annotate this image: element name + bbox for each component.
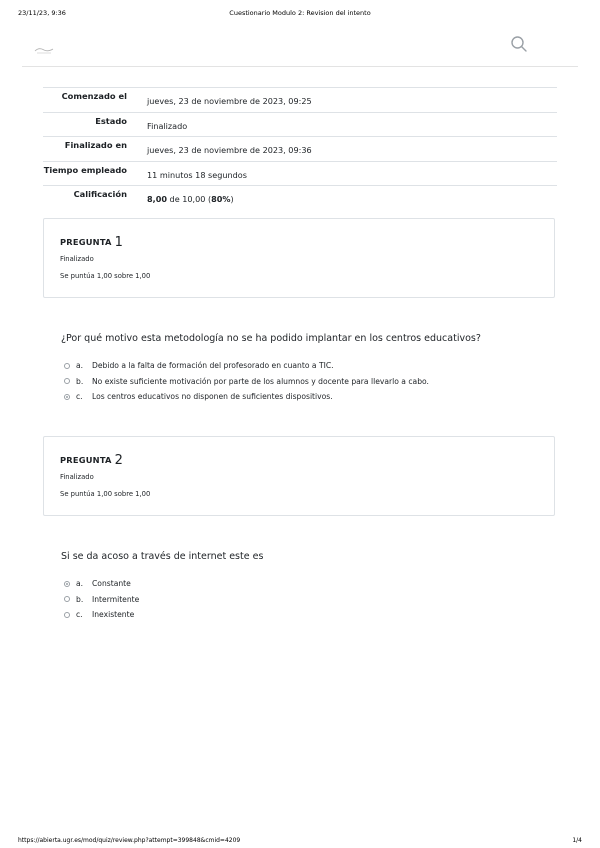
radio-checked-icon[interactable] (64, 394, 70, 400)
answer-option[interactable] (64, 358, 429, 374)
answer-list-1 (64, 358, 429, 405)
question-text-2: Si se da acoso a través de internet este es (61, 551, 264, 562)
topbar-divider (22, 66, 578, 67)
summary-label: Tiempo empleado (43, 161, 137, 186)
question-label: PREGUNTA (60, 455, 112, 465)
summary-label: Calificación (43, 186, 137, 211)
question-info-card-2 (43, 436, 555, 516)
answer-text: Debido a la falta de formación del profesorado en cuanto a TIC. (92, 361, 334, 371)
radio-icon[interactable] (64, 596, 70, 602)
answer-text: Los centros educativos no disponen de suficientes dispositivos. (92, 392, 333, 402)
attempt-summary-table (43, 87, 557, 210)
summary-label: Estado (43, 112, 137, 137)
question-label: PREGUNTA (60, 237, 112, 247)
site-logo[interactable] (33, 40, 55, 52)
question-heading (60, 234, 123, 249)
grade-end: ) (230, 194, 234, 204)
question-state: Finalizado (60, 473, 94, 481)
answer-text: Inexistente (92, 610, 135, 620)
answer-option[interactable] (64, 607, 139, 623)
question-number: 1 (114, 235, 124, 250)
print-datetime: 23/11/23, 9:36 (18, 9, 66, 17)
answer-text: No existe suficiente motivación por parte de los alumnos y docente para llevarlo a cabo. (92, 376, 429, 386)
answer-option[interactable] (64, 374, 429, 390)
summary-value: 11 minutos 18 segundos (137, 161, 557, 186)
summary-row-started (43, 88, 557, 113)
answer-letter: b. (76, 594, 84, 604)
answer-letter: a. (76, 361, 84, 371)
question-state: Finalizado (60, 255, 94, 263)
summary-row-finished (43, 137, 557, 162)
question-heading (60, 452, 123, 467)
radio-checked-icon[interactable] (64, 581, 70, 587)
summary-value: jueves, 23 de noviembre de 2023, 09:25 (137, 88, 557, 113)
answer-list-2 (64, 576, 139, 623)
summary-row-grade (43, 186, 557, 211)
summary-label: Finalizado en (43, 137, 137, 162)
answer-option[interactable] (64, 389, 429, 405)
summary-value (137, 186, 557, 211)
question-grade: Se puntúa 1,00 sobre 1,00 (60, 272, 151, 280)
grade-percent: 80% (211, 194, 231, 204)
answer-text: Intermitente (92, 594, 140, 604)
answer-letter: c. (76, 392, 83, 402)
summary-value: jueves, 23 de noviembre de 2023, 09:36 (137, 137, 557, 162)
grade-score: 8,00 (147, 194, 167, 204)
print-page-number: 1/4 (572, 837, 582, 844)
answer-letter: a. (76, 579, 84, 589)
summary-row-time (43, 161, 557, 186)
summary-value: Finalizado (137, 112, 557, 137)
search-icon[interactable] (510, 35, 528, 53)
answer-text: Constante (92, 579, 131, 589)
summary-label: Comenzado el (43, 88, 137, 113)
radio-icon[interactable] (64, 612, 70, 618)
question-text-1: ¿Por qué motivo esta metodología no se ha podido implantar en los centros educativos? (61, 333, 481, 344)
summary-row-state (43, 112, 557, 137)
print-url[interactable]: https://abierta.ugr.es/mod/quiz/review.php?attempt=399848&cmid=4209 (18, 837, 241, 844)
print-title: Cuestionario Modulo 2: Revision del intento (229, 9, 371, 17)
question-grade: Se puntúa 1,00 sobre 1,00 (60, 490, 151, 498)
answer-option[interactable] (64, 576, 139, 592)
radio-icon[interactable] (64, 378, 70, 384)
answer-option[interactable] (64, 592, 139, 608)
answer-letter: b. (76, 376, 84, 386)
grade-mid: de 10,00 ( (166, 194, 212, 204)
question-info-card-1 (43, 218, 555, 298)
question-number: 2 (114, 453, 124, 468)
answer-letter: c. (76, 610, 83, 620)
radio-icon[interactable] (64, 363, 70, 369)
